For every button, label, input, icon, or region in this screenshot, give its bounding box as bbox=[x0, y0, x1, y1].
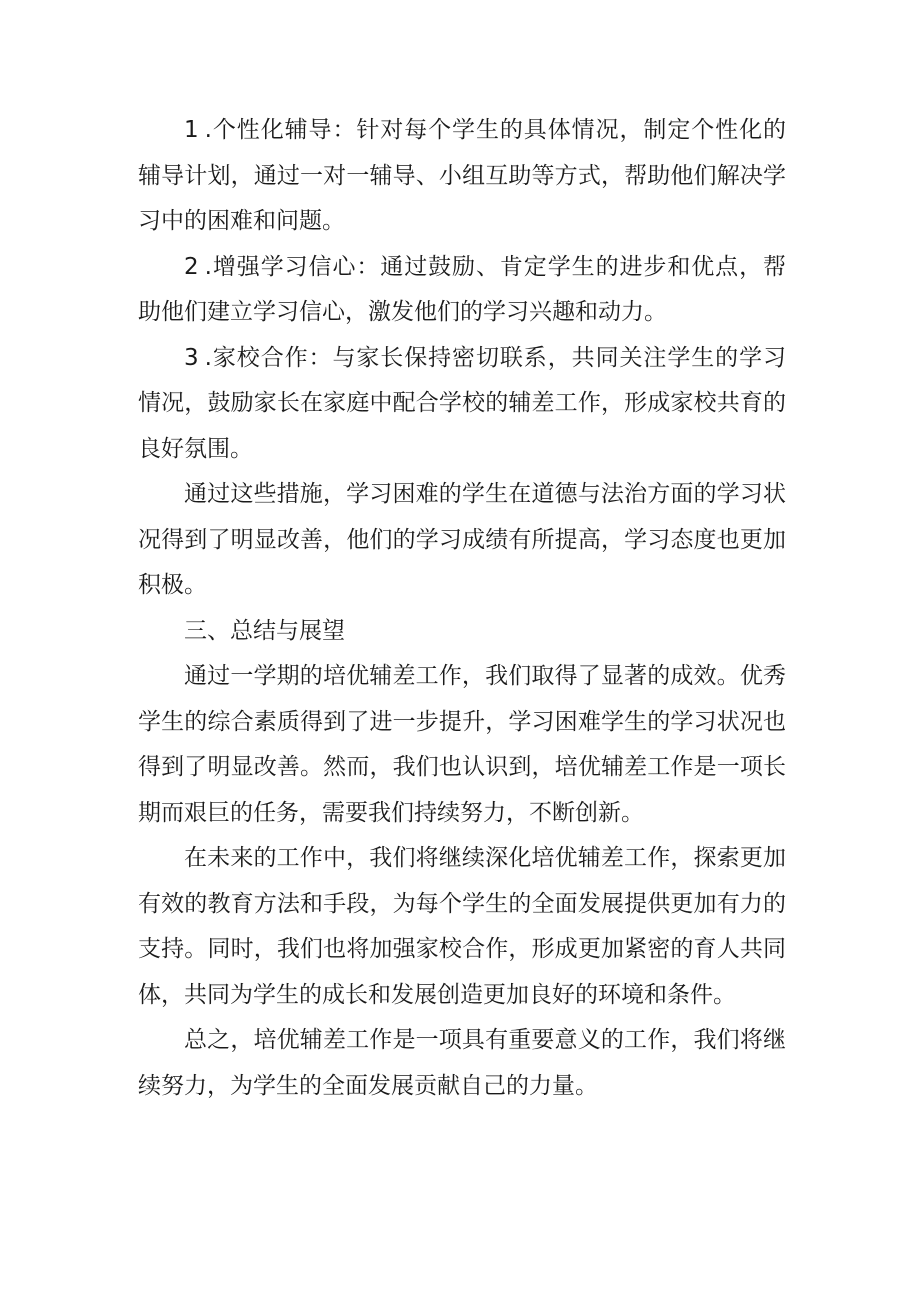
paragraph-text: 通过一学期的培优辅差工作，我们取得了显著的成效。优秀学生的综合素质得到了进一步提升，学习困难学生的学习状况也得到了明显改善。然而，我们也认识到，培优辅差工作是一项长期而艰巨的任务，需要我们持续努力，不断创新。 bbox=[138, 663, 786, 826]
numbered-paragraph-1 bbox=[138, 108, 786, 245]
paragraph-text: .家校合作：与家长保持密切联系，共同关注学生的学习情况，鼓励家长在家庭中配合学校的辅差工作，形成家校共育的良好氛围。 bbox=[138, 344, 786, 462]
item-number: 3 bbox=[184, 344, 199, 371]
numbered-paragraph-2 bbox=[138, 245, 786, 336]
item-number: 1 bbox=[184, 117, 199, 143]
summary-paragraph-3 bbox=[138, 1018, 786, 1109]
summary-paragraph-1 bbox=[138, 654, 786, 836]
paragraph-text: 总之，培优辅差工作是一项具有重要意义的工作，我们将继续努力，为学生的全面发展贡献自己的力量。 bbox=[138, 1027, 786, 1099]
paragraph-text: .增强学习信心：通过鼓励、肯定学生的进步和优点，帮助他们建立学习信心，激发他们的学习兴趣和动力。 bbox=[138, 253, 786, 325]
numbered-paragraph-3 bbox=[138, 336, 786, 473]
paragraph-text: 通过这些措施，学习困难的学生在道德与法治方面的学习状况得到了明显改善，他们的学习成绩有所提高，学习态度也更加积极。 bbox=[138, 481, 786, 598]
section-heading: 三、总结与展望 bbox=[184, 617, 345, 644]
measures-result-paragraph bbox=[138, 472, 786, 609]
paragraph-text: .个性化辅导：针对每个学生的具体情况，制定个性化的辅导计划，通过一对一辅导、小组互助等方式，帮助他们解决学习中的困难和问题。 bbox=[138, 117, 786, 234]
item-number: 2 bbox=[184, 253, 199, 280]
document-body bbox=[138, 108, 786, 1109]
summary-paragraph-2 bbox=[138, 836, 786, 1018]
paragraph-text: 在未来的工作中，我们将继续深化培优辅差工作，探索更加有效的教育方法和手段，为每个学生的全面发展提供更加有力的支持。同时，我们也将加强家校合作，形成更加紧密的育人共同体，共同为学生的成长和发展创造更加良好的环境和条件。 bbox=[138, 845, 786, 1008]
